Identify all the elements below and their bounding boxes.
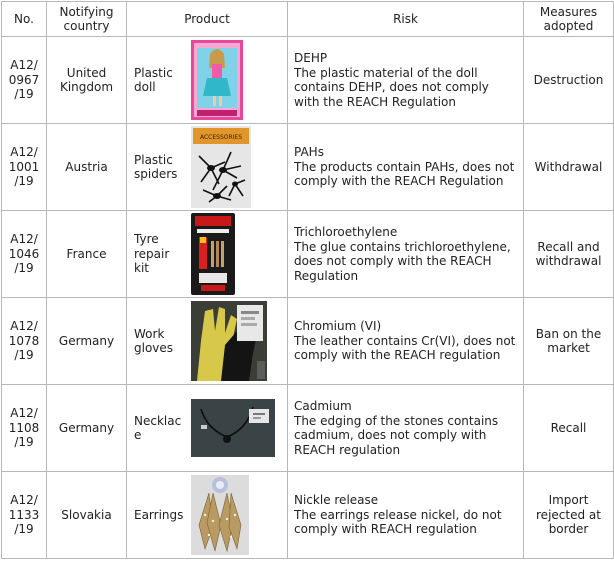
table-row: [2, 37, 614, 124]
risk-description: The leather contains Cr(VI), does not comply with the REACH regulation: [294, 333, 516, 363]
earrings-photo: [191, 475, 249, 555]
risk-description: The glue contains trichloroethylene, does not comply with the REACH Regulation: [294, 239, 511, 283]
necklace-photo: [191, 399, 275, 457]
table-row: [2, 211, 614, 298]
risk-title: Nickle release: [294, 493, 379, 508]
header-product: Product: [127, 2, 288, 37]
notification-number: A12/ 1001 /19: [2, 124, 47, 211]
risk-cell: [288, 211, 524, 298]
header-no: No.: [2, 2, 47, 37]
product-name: Work gloves: [134, 326, 174, 355]
table-row: [2, 124, 614, 211]
notifying-country: France: [47, 211, 127, 298]
notifying-country: Austria: [47, 124, 127, 211]
measures-adopted: Ban on the market: [524, 298, 614, 385]
measures-adopted: Withdrawal: [524, 124, 614, 211]
measures-adopted: Recall: [524, 385, 614, 472]
risk-description: The edging of the stones contains cadmium, does not comply with REACH regulation: [294, 413, 499, 457]
product-cell: [127, 124, 288, 211]
product-name: Tyre repair kit: [134, 232, 170, 276]
risk-description: The products contain PAHs, does not comply with the REACH Regulation: [294, 159, 515, 189]
risk-title: Chromium (VI): [294, 319, 382, 334]
notification-number: A12/ 1108 /19: [2, 385, 47, 472]
bag-label: ACCESSORIES: [199, 134, 243, 141]
risk-title: DEHP: [294, 51, 328, 65]
notifying-country: United Kingdom: [47, 37, 127, 124]
table-row: [2, 298, 614, 385]
notification-number: A12/ 1133 /19: [2, 472, 47, 559]
risk-title: PAHs: [294, 145, 324, 160]
header-risk: Risk: [288, 2, 524, 37]
risk-description: The earrings release nickel, do not comply with REACH regulation: [294, 507, 502, 537]
measures-adopted: Import rejected at border: [524, 472, 614, 559]
repair-kit-photo: [191, 213, 235, 295]
risk-cell: [288, 37, 524, 124]
notifying-country: Germany: [47, 298, 127, 385]
header-measures: Measures adopted: [524, 2, 614, 37]
spiders-bag-photo: [191, 126, 251, 208]
risk-cell: [288, 298, 524, 385]
product-name: Earrings: [134, 507, 184, 522]
notifications-table: [1, 1, 614, 559]
table-row: [2, 472, 614, 559]
notification-number: A12/ 1078 /19: [2, 298, 47, 385]
risk-cell: [288, 124, 524, 211]
product-cell: [127, 37, 288, 124]
table-row: [2, 385, 614, 472]
product-cell: [127, 298, 288, 385]
header-country: Notifying country: [47, 2, 127, 37]
header-row: [2, 2, 614, 37]
risk-description: The plastic material of the doll contains DEHP, does not comply with the REACH Regulation: [294, 65, 489, 109]
notification-number: A12/ 0967 /19: [2, 37, 47, 124]
doll-in-box-photo: [191, 40, 243, 120]
risk-cell: [288, 385, 524, 472]
notifying-country: Germany: [47, 385, 127, 472]
product-name: Plastic spiders: [134, 152, 178, 181]
risk-title: Cadmium: [294, 399, 352, 413]
risk-title: Trichloroethylene: [294, 225, 398, 239]
product-name: Necklac e: [134, 413, 182, 442]
risk-cell: [288, 472, 524, 559]
product-cell: [127, 211, 288, 298]
measures-adopted: Recall and withdrawal: [524, 211, 614, 298]
notifying-country: Slovakia: [47, 472, 127, 559]
product-name: Plastic doll: [134, 65, 173, 94]
gloves-photo: [191, 301, 267, 381]
measures-adopted: Destruction: [524, 37, 614, 124]
product-cell: [127, 385, 288, 472]
product-cell: [127, 472, 288, 559]
notification-number: A12/ 1046 /19: [2, 211, 47, 298]
